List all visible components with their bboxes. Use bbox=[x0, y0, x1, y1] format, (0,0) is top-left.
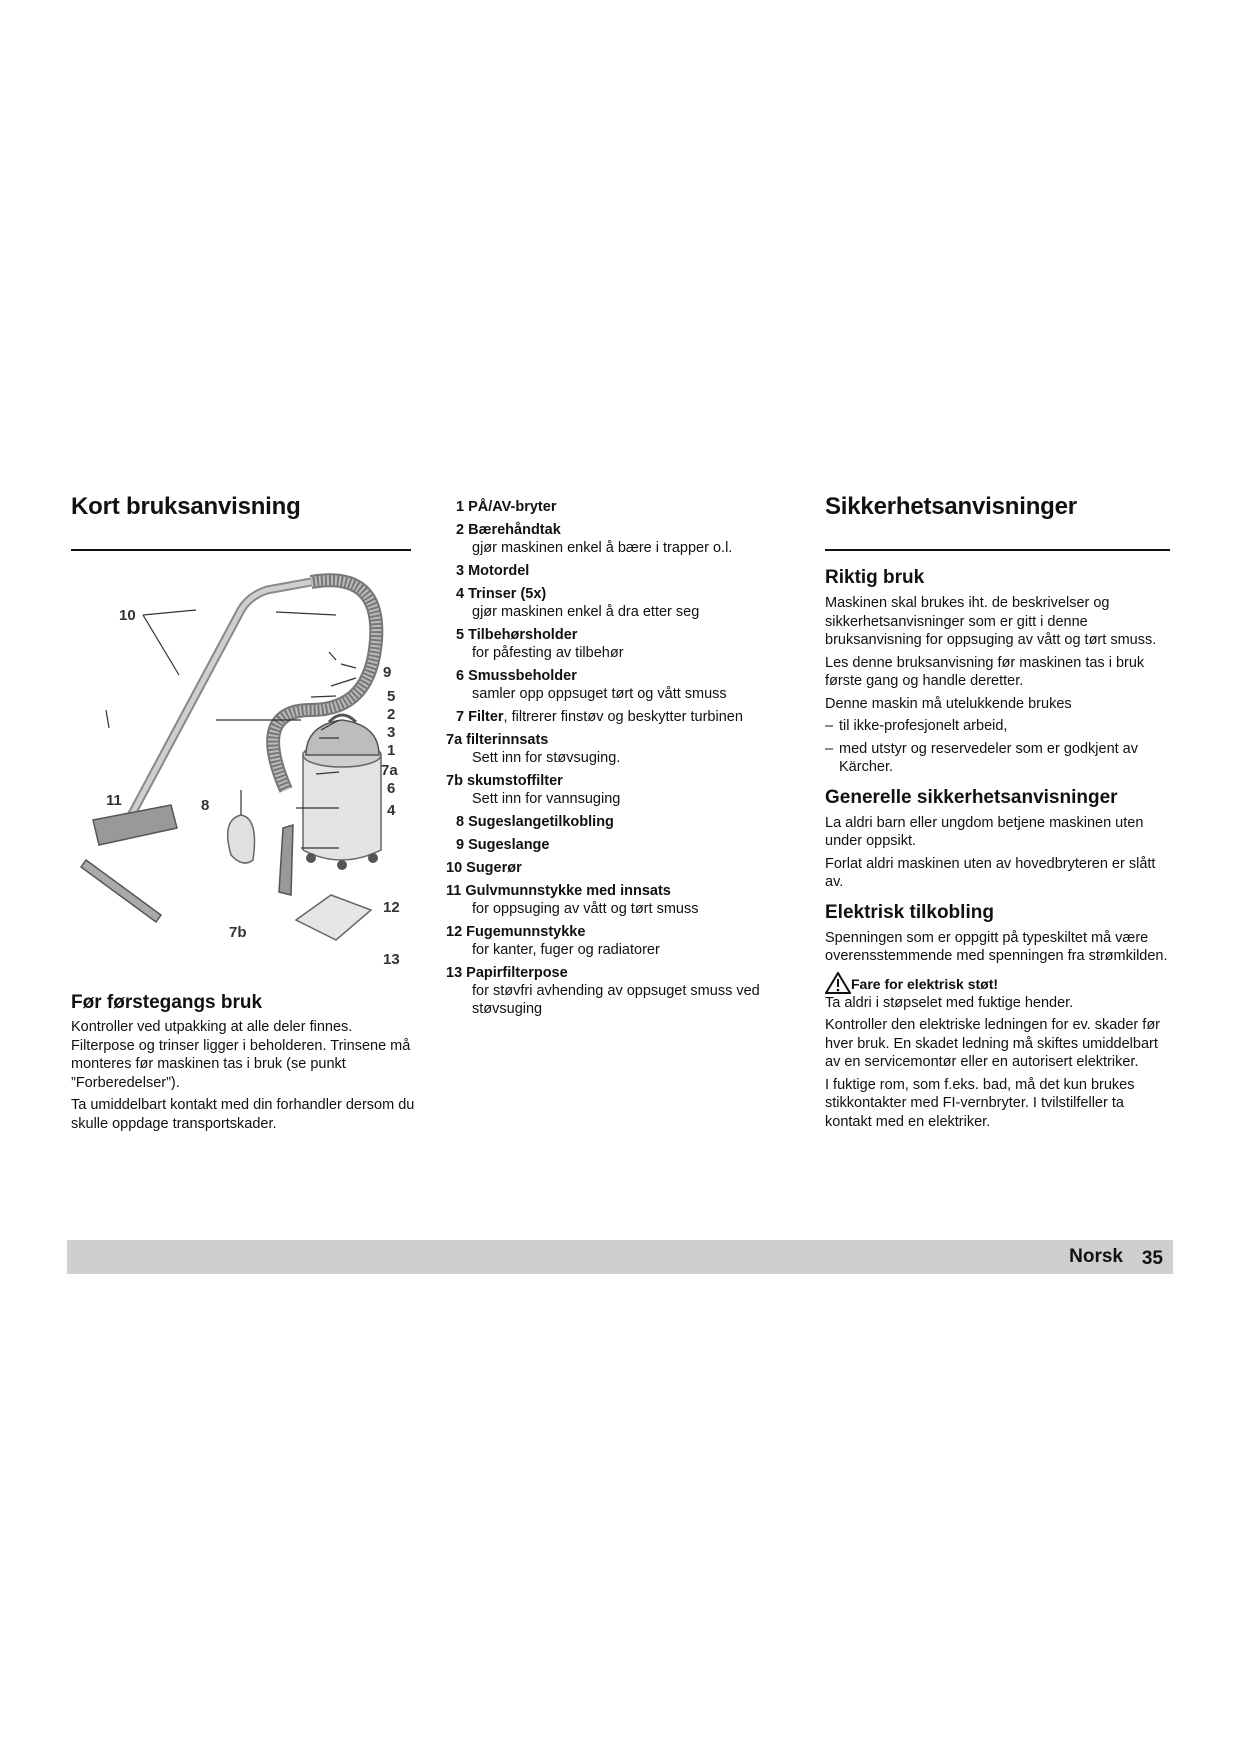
title-rule bbox=[71, 549, 411, 551]
parts-list bbox=[446, 498, 796, 1023]
paper-filter-bag bbox=[296, 895, 371, 940]
figure-label: 11 bbox=[106, 792, 122, 809]
figure-label: 8 bbox=[201, 797, 210, 814]
list-item: – til ikke-profesjonelt arbeid, bbox=[825, 718, 1008, 734]
warning-triangle-icon bbox=[825, 972, 851, 994]
wheel bbox=[337, 860, 347, 870]
warning-heading: Fare for elektrisk støt! bbox=[825, 972, 1170, 994]
paragraph: Les denne bruksanvisning før maskinen tas i bruk første gang og handle deretter. bbox=[825, 654, 1145, 689]
paragraph: Ta umiddelbart kontakt med din forhandler dersom du skulle oppdage transportskader. bbox=[71, 1097, 415, 1132]
paragraph: Ta aldri i støpselet med fuktige hender. bbox=[825, 994, 1074, 1011]
subsection-title: Riktig bruk bbox=[825, 567, 925, 588]
paragraph: Maskinen skal brukes iht. de beskrivelser og sikkerhetsanvisninger som er gitt i denne bruksanvisning for oppsuging av vått og tørt smuss. bbox=[825, 595, 1157, 648]
paragraph: La aldri barn eller ungdom betjene maskinen uten under oppsikt. bbox=[825, 814, 1144, 849]
section-title: Sikkerhetsanvisninger bbox=[825, 493, 1077, 520]
list-item: 8 Sugeslangetilkobling bbox=[456, 814, 614, 830]
foam-filter bbox=[228, 815, 255, 863]
figure-label: 3 bbox=[387, 724, 396, 741]
paragraph: Denne maskin må utelukkende brukes bbox=[825, 695, 1072, 712]
list-item: 7b skumstoffilter Sett inn for vannsuging bbox=[446, 773, 621, 807]
motor-head bbox=[306, 720, 379, 755]
figure-label: 5 bbox=[387, 688, 396, 705]
list-item: 7 Filter, filtrerer finstøv og beskytter turbinen bbox=[456, 709, 743, 725]
left-column bbox=[71, 493, 411, 551]
list-item: 12 Fugemunnstykke for kanter, fuger og radiatorer bbox=[446, 924, 660, 958]
figure-label: 12 bbox=[383, 899, 400, 916]
nozzle-insert bbox=[81, 860, 161, 922]
vacuum-cleaner-diagram bbox=[71, 560, 421, 980]
crevice-nozzle bbox=[279, 825, 293, 895]
wheel bbox=[368, 853, 378, 863]
figure-label: 1 bbox=[387, 742, 396, 759]
list-item: 7a filterinnsats Sett inn for støvsuging. bbox=[446, 732, 621, 766]
subsection-title: Generelle sikkerhetsanvisninger bbox=[825, 786, 1118, 808]
figure-label: 2 bbox=[387, 706, 396, 723]
list-item: 3 Motordel bbox=[456, 563, 530, 579]
list-item: 2 Bærehåndtak gjør maskinen enkel å bære i trapper o.l. bbox=[456, 522, 733, 556]
paragraph: Kontroller den elektriske ledningen for ev. skader før hver bruk. En skadet ledning må skiftes umiddelbart av en servicemontør eller en autorisert elektriker. bbox=[825, 1017, 1161, 1070]
right-column bbox=[825, 493, 1170, 1135]
language-label: Norsk bbox=[1069, 1246, 1123, 1267]
paragraph: Kontroller ved utpakking at alle deler finnes. Filterpose og trinser ligger i beholderen. Trinsene må monteres før maskinen tas i bruk (se punkt ”Forberedelser”). bbox=[71, 1019, 411, 1091]
page-title: Kort bruksanvisning bbox=[71, 493, 301, 520]
list-item: 10 Sugerør bbox=[446, 860, 522, 876]
list-item: 13 Papirfilterpose for støvfri avhending av oppsuget smuss ved støvsuging bbox=[446, 965, 760, 1017]
title-rule bbox=[825, 549, 1170, 551]
figure-label: 4 bbox=[387, 802, 396, 819]
first-use-title: Før førstegangs bruk bbox=[71, 992, 263, 1013]
list-item: 6 Smussbeholder samler opp oppsuget tørt og vått smuss bbox=[456, 668, 727, 702]
paragraph: I fuktige rom, som f.eks. bad, må det kun brukes stikkontakter med FI-vernbryter. I tvilstilfeller ta kontakt med en elektriker. bbox=[825, 1076, 1135, 1130]
figure-label: 13 bbox=[383, 951, 400, 968]
figure-label: 7a bbox=[381, 762, 398, 779]
figure-label: 10 bbox=[119, 607, 136, 624]
page-number: 35 bbox=[1141, 1248, 1163, 1269]
footer-bar bbox=[67, 1240, 1173, 1274]
list-item: 1 PÅ/AV-bryter bbox=[456, 499, 557, 515]
list-item: 5 Tilbehørsholder for påfesting av tilbehør bbox=[456, 627, 624, 661]
figure-label: 7b bbox=[229, 924, 247, 941]
paragraph: Spenningen som er oppgitt på typeskiltet må være overensstemmende med spenningen fra strømkilden. bbox=[825, 929, 1168, 964]
paragraph: Forlat aldri maskinen uten av hovedbryteren er slått av. bbox=[825, 855, 1156, 890]
list-item: – med utstyr og reservedeler som er godkjent av Kärcher. bbox=[825, 740, 1138, 775]
figure-label: 6 bbox=[387, 780, 396, 797]
wheel bbox=[306, 853, 316, 863]
subsection-title: Elektrisk tilkobling bbox=[825, 901, 994, 923]
list-item: 4 Trinser (5x) gjør maskinen enkel å dra etter seg bbox=[456, 586, 700, 620]
list-item: 9 Sugeslange bbox=[456, 837, 550, 853]
first-use-section bbox=[71, 992, 416, 1137]
list-item: 11 Gulvmunnstykke med innsats for oppsuging av vått og tørt smuss bbox=[446, 883, 699, 917]
figure-label: 9 bbox=[383, 664, 392, 681]
